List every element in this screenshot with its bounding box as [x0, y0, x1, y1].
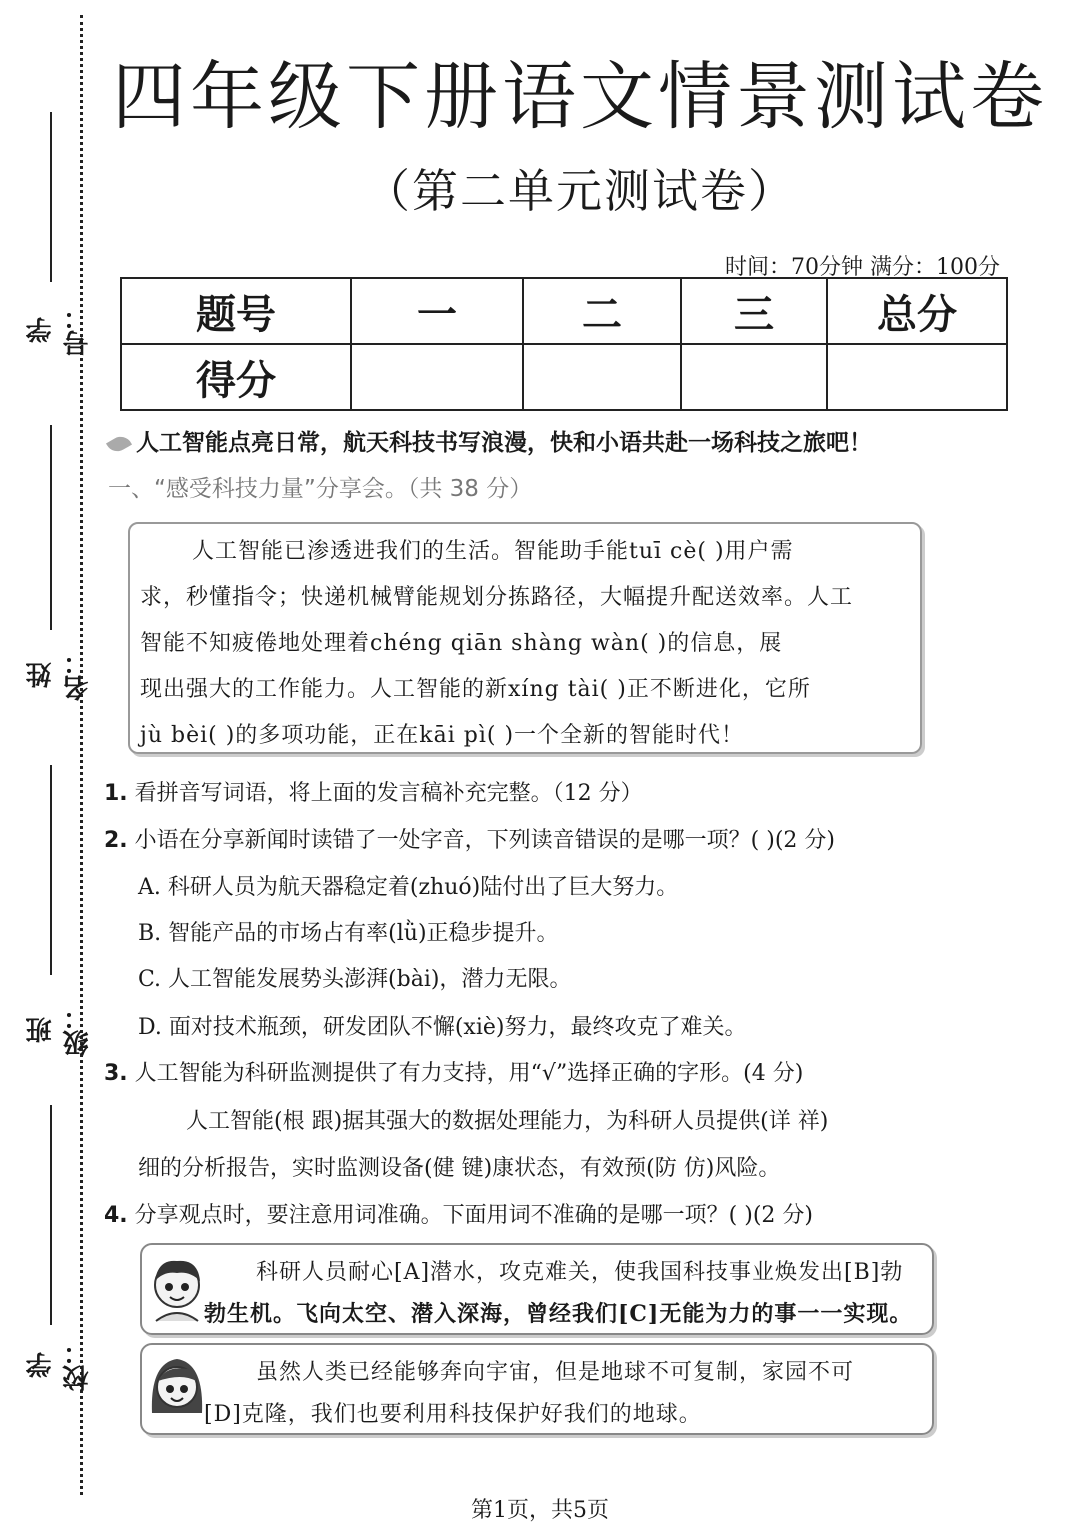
- score-row-label: 得分: [121, 344, 351, 410]
- passage-line: 智能不知疲倦地处理着chéng qiān shàng wàn( )的信息，展: [140, 631, 783, 656]
- passage-line: 现出强大的工作能力。人工智能的新xíng tài( )正不断进化，它所: [140, 677, 811, 702]
- passage-line: 人工智能已渗透进我们的生活。智能助手能tuī cè( )用户需: [192, 539, 794, 564]
- question-text: 小语在分享新闻时读错了一处字音，下列读音错误的是哪一项？( )(2 分): [134, 828, 835, 853]
- leaf-icon: [106, 432, 132, 455]
- question-number: 1.: [104, 781, 128, 806]
- question-text: 分享观点时，要注意用词准确。下面用词不准确的是哪一项？( )(2 分): [134, 1203, 813, 1228]
- bubble-line: 勃生机。飞向太空、潜入深海，曾经我们[C]无能为力的事一一实现。: [204, 1301, 913, 1327]
- page-subtitle: （第二单元测试卷）: [364, 164, 796, 218]
- option-c: C. 人工智能发展势头澎湃(bài)，潜力无限。: [138, 967, 572, 992]
- question-text: 人工智能为科研监测提供了有力支持，用“√”选择正确的字形。(4 分): [134, 1061, 804, 1086]
- score-table: [120, 277, 1008, 411]
- question-4: [104, 1198, 813, 1229]
- school-line: [50, 1105, 52, 1325]
- option-b: B. 智能产品的市场占有率(lǜ)正稳步提升。: [138, 921, 559, 946]
- passage-line: 求，秒懂指令；快递机械臂能规划分拣路径，大幅提升配送效率。人工: [140, 585, 854, 610]
- score-header-2: 二: [523, 278, 681, 344]
- option-a: A. 科研人员为航天器稳定着(zhuó)陆付出了巨大努力。: [138, 875, 679, 900]
- speech-bubble-boy: [140, 1243, 934, 1335]
- speech-bubble-girl: [140, 1343, 934, 1435]
- question-2: [104, 823, 835, 854]
- class-label: 班级：: [26, 1004, 93, 1056]
- girl-avatar-icon: [146, 1353, 208, 1423]
- score-header-total: 总分: [827, 278, 1007, 344]
- passage-box: [128, 522, 922, 754]
- question-text: 看拼音写词语，将上面的发言稿补充完整。（12 分）: [134, 781, 643, 806]
- question-number: 3.: [104, 1061, 128, 1086]
- cut-line: [80, 15, 83, 1495]
- score-header-label: 题号: [121, 278, 351, 344]
- bubble-line: 虽然人类已经能够奔向宇宙，但是地球不可复制，家园不可: [256, 1360, 855, 1385]
- bubble-line: 科研人员耐心[A]潜水，攻克难关，使我国科技事业焕发出[B]勃: [256, 1260, 904, 1285]
- question-number: 4.: [104, 1203, 128, 1228]
- class-line: [50, 765, 52, 975]
- score-cell-total[interactable]: [827, 344, 1007, 410]
- option-d: D. 面对技术瓶颈，研发团队不懈(xiè)努力，最终攻克了难关。: [138, 1015, 747, 1040]
- passage-line: jù bèi( )的多项功能，正在kāi pì( )一个全新的智能时代！: [140, 723, 745, 748]
- score-header-1: 一: [351, 278, 523, 344]
- score-header-3: 三: [681, 278, 827, 344]
- score-cell-1[interactable]: [351, 344, 523, 410]
- boy-avatar-icon: [146, 1253, 208, 1323]
- student-id-label: 学号：: [26, 304, 93, 356]
- score-cell-2[interactable]: [523, 344, 681, 410]
- intro-line: [108, 424, 872, 457]
- page-title: 四年级下册语文情景测试卷: [112, 54, 1048, 140]
- question-3: [104, 1056, 803, 1087]
- student-id-line: [50, 112, 52, 282]
- score-cell-3[interactable]: [681, 344, 827, 410]
- time-info: 时间：70分钟 满分：100分: [725, 255, 1000, 280]
- name-label: 姓名：: [26, 649, 93, 701]
- question-1: [104, 776, 643, 807]
- name-line: [50, 425, 52, 630]
- page-footer: 第1页，共5页: [471, 1498, 609, 1523]
- question-3-line: 细的分析报告，实时监测设备(健 键)康状态，有效预(防 仿)风险。: [138, 1156, 781, 1181]
- section-heading: 一、“感受科技力量”分享会。（共 38 分）: [108, 476, 533, 502]
- question-number: 2.: [104, 828, 128, 853]
- intro-text: 人工智能点亮日常，航天科技书写浪漫，快和小语共赴一场科技之旅吧！: [136, 430, 872, 456]
- bubble-line: [D]克隆，我们也要利用科技保护好我们的地球。: [204, 1402, 702, 1427]
- question-3-line: 人工智能(根 跟)据其强大的数据处理能力，为科研人员提供(详 祥): [186, 1109, 829, 1134]
- school-label: 学校：: [26, 1339, 93, 1391]
